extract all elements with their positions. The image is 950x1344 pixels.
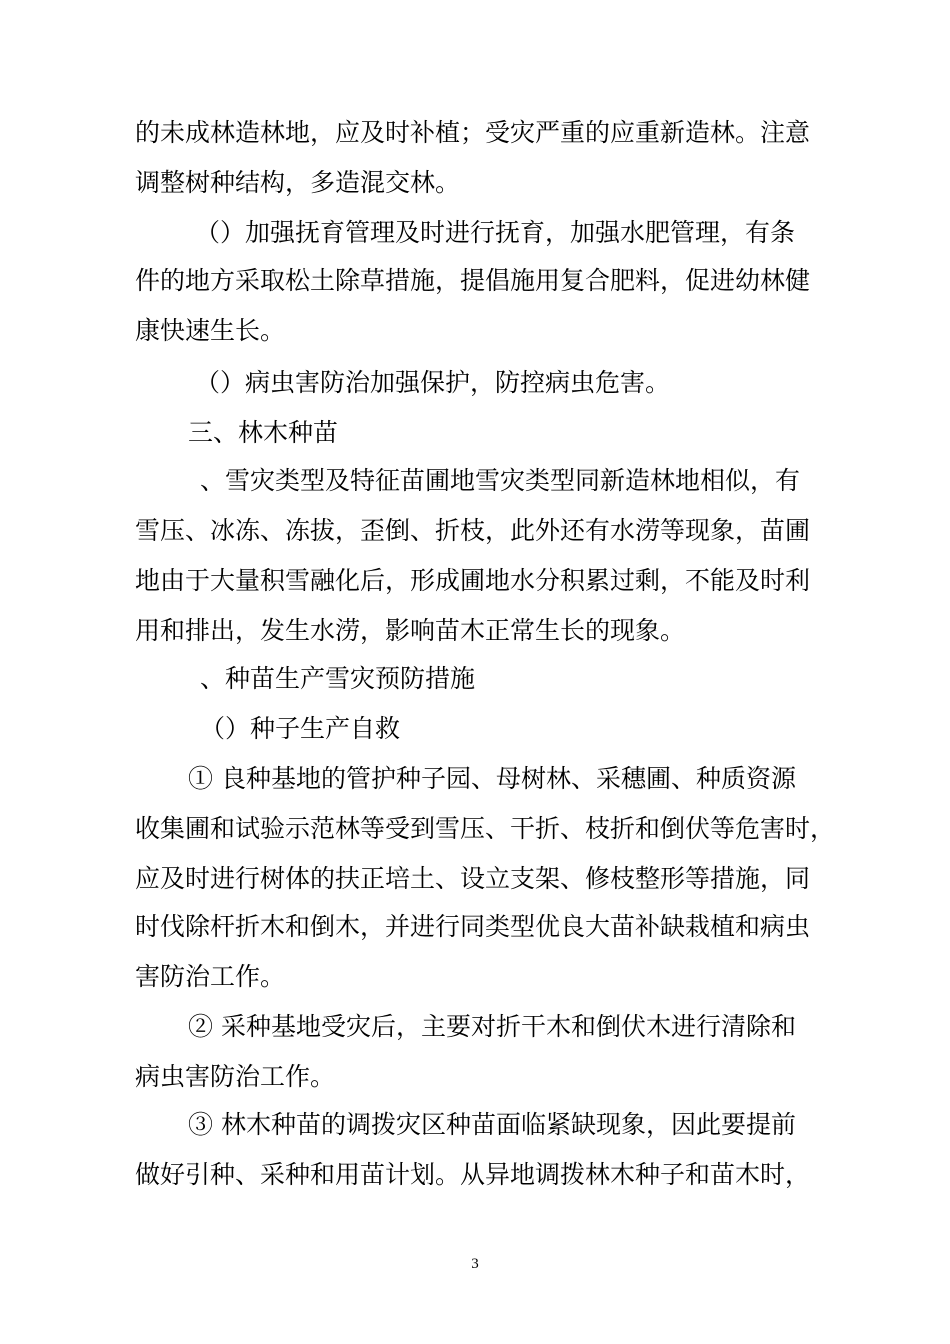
page-number: 3 bbox=[471, 1256, 479, 1272]
text-line: 雪压、冰冻、冻拔，歪倒、折枝，此外还有水涝等现象，苗圃 bbox=[135, 516, 811, 545]
text-line: 应及时进行树体的扶正培土、设立支架、修枝整形等措施，同 bbox=[135, 864, 811, 893]
text-line: 、雪灾类型及特征苗圃地雪灾类型同新造林地相似，有 bbox=[200, 466, 801, 495]
section-heading: 三、林木种苗 bbox=[188, 418, 339, 447]
text-line: 时伐除杆折木和倒木，并进行同类型优良大苗补缺栽植和病虫 bbox=[135, 912, 811, 941]
text-line: 收集圃和试验示范林等受到雪压、干折、枝折和倒伏等危害时， bbox=[135, 814, 836, 843]
subsection-heading: 、种苗生产雪灾预防措施 bbox=[200, 664, 476, 693]
text-line: ② 采种基地受灾后，主要对折干木和倒伏木进行清除和 bbox=[188, 1012, 796, 1041]
text-line: 害防治工作。 bbox=[135, 962, 286, 991]
subsection-heading: （）种子生产自救 bbox=[200, 714, 401, 743]
text-line: ① 良种基地的管护种子园、母树林、采穗圃、种质资源 bbox=[188, 764, 796, 793]
text-line: 地由于大量积雪融化后，形成圃地水分积累过剩，不能及时利 bbox=[135, 566, 811, 595]
text-line: 用和排出，发生水涝，影响苗木正常生长的现象。 bbox=[135, 616, 686, 645]
text-line: （）病虫害防治加强保护，防控病虫危害。 bbox=[195, 368, 671, 397]
text-line: 病虫害防治工作。 bbox=[135, 1062, 336, 1091]
text-line: 调整树种结构，多造混交林。 bbox=[135, 168, 461, 197]
text-line: ③ 林木种苗的调拨灾区种苗面临紧缺现象，因此要提前 bbox=[188, 1110, 796, 1139]
text-line: 件的地方采取松土除草措施，提倡施用复合肥料，促进幼林健 bbox=[135, 266, 811, 295]
text-line: 康快速生长。 bbox=[135, 316, 286, 345]
text-line: （）加强抚育管理及时进行抚育，加强水肥管理，有条 bbox=[195, 218, 796, 247]
text-line: 的未成林造林地，应及时补植；受灾严重的应重新造林。注意 bbox=[135, 118, 811, 147]
text-line: 做好引种、采种和用苗计划。从异地调拨林木种子和苗木时， bbox=[135, 1160, 811, 1189]
